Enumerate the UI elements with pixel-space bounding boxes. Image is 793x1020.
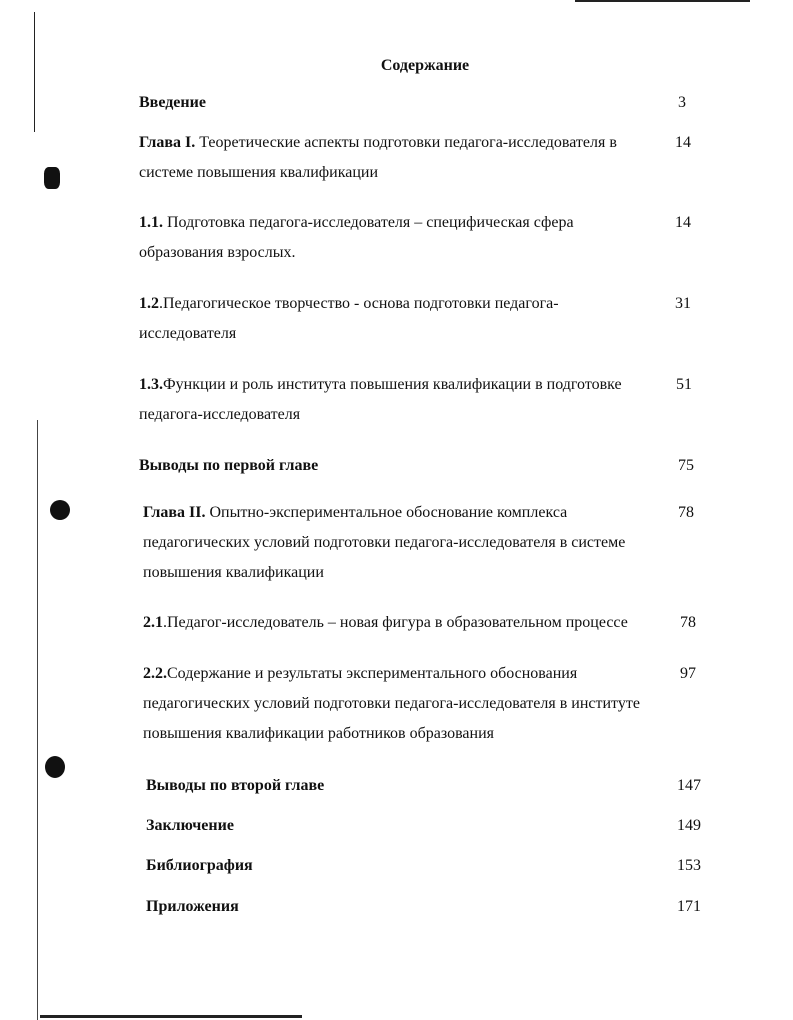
toc-entry-text: Опытно-экспериментальное обоснование комплекса педагогических условий подготовки педагога-исследователя в системе повышения квалификации xyxy=(143,504,626,581)
toc-entry-text: .Педагог-исследователь – новая фигура в образовательном процессе xyxy=(163,614,628,631)
toc-entry-lead: Выводы по второй главе xyxy=(146,777,325,794)
toc-entry xyxy=(146,771,666,801)
toc-entry-lead: 2.2. xyxy=(143,665,167,682)
toc-entry xyxy=(139,88,659,118)
punch-hole-mark xyxy=(45,756,65,778)
toc-entry-text: Подготовка педагога-исследователя – специфическая сфера образования взрослых. xyxy=(139,214,574,261)
toc-entry xyxy=(139,370,644,430)
toc-entry-lead: Глава I. xyxy=(139,134,196,151)
toc-entry xyxy=(146,851,666,881)
toc-entry-text: Функции и роль института повышения квалификации в подготовке педагога-исследователя xyxy=(139,376,622,423)
toc-page-number: 153 xyxy=(677,857,701,874)
scan-edge-bottom xyxy=(40,1015,302,1018)
toc-entry xyxy=(139,208,644,268)
toc-page-number: 78 xyxy=(678,504,694,521)
toc-entry-lead: Введение xyxy=(139,94,206,111)
toc-entry-lead: 1.2 xyxy=(139,295,159,312)
toc-page-number: 3 xyxy=(678,94,686,111)
page-title: Содержание xyxy=(380,57,470,74)
toc-page-number: 147 xyxy=(677,777,701,794)
punch-hole-mark xyxy=(44,167,60,189)
toc-entry-lead: 1.3. xyxy=(139,376,163,393)
toc-page-number: 78 xyxy=(680,614,696,631)
toc-entry xyxy=(146,811,666,841)
toc-page-number: 14 xyxy=(675,134,691,151)
toc-entry xyxy=(139,451,659,481)
toc-entry xyxy=(146,892,666,922)
toc-page-number: 97 xyxy=(680,665,696,682)
toc-entry-text: Теоретические аспекты подготовки педагога-исследователя в системе повышения квалификации xyxy=(139,134,617,181)
toc-entry xyxy=(143,608,663,638)
toc-page-number: 149 xyxy=(677,817,701,834)
toc-entry xyxy=(139,289,609,349)
scan-edge-top xyxy=(575,0,750,2)
toc-entry-text: Содержание и результаты экспериментального обоснования педагогических условий подготовки педагога-исследователя в институте повышения квалификации работников образования xyxy=(143,665,640,742)
toc-entry xyxy=(139,128,644,188)
toc-page-number: 171 xyxy=(677,898,701,915)
toc-page-number: 31 xyxy=(675,295,691,312)
toc-entry-lead: 2.1 xyxy=(143,614,163,631)
toc-entry xyxy=(143,659,643,749)
toc-entry xyxy=(143,498,643,588)
toc-page-number: 75 xyxy=(678,457,694,474)
toc-entry-lead: Выводы по первой главе xyxy=(139,457,319,474)
toc-page-number: 14 xyxy=(675,214,691,231)
punch-hole-mark xyxy=(50,500,70,520)
toc-entry-text: .Педагогическое творчество - основа подготовки педагога-исследователя xyxy=(139,295,559,342)
toc-entry-lead: Приложения xyxy=(146,898,239,915)
toc-entry-lead: Глава II. xyxy=(143,504,206,521)
scan-edge-left-2 xyxy=(37,420,38,1020)
toc-entry-lead: Заключение xyxy=(146,817,234,834)
toc-page-number: 51 xyxy=(676,376,692,393)
toc-entry-lead: 1.1. xyxy=(139,214,163,231)
toc-entry-lead: Библиография xyxy=(146,857,253,874)
